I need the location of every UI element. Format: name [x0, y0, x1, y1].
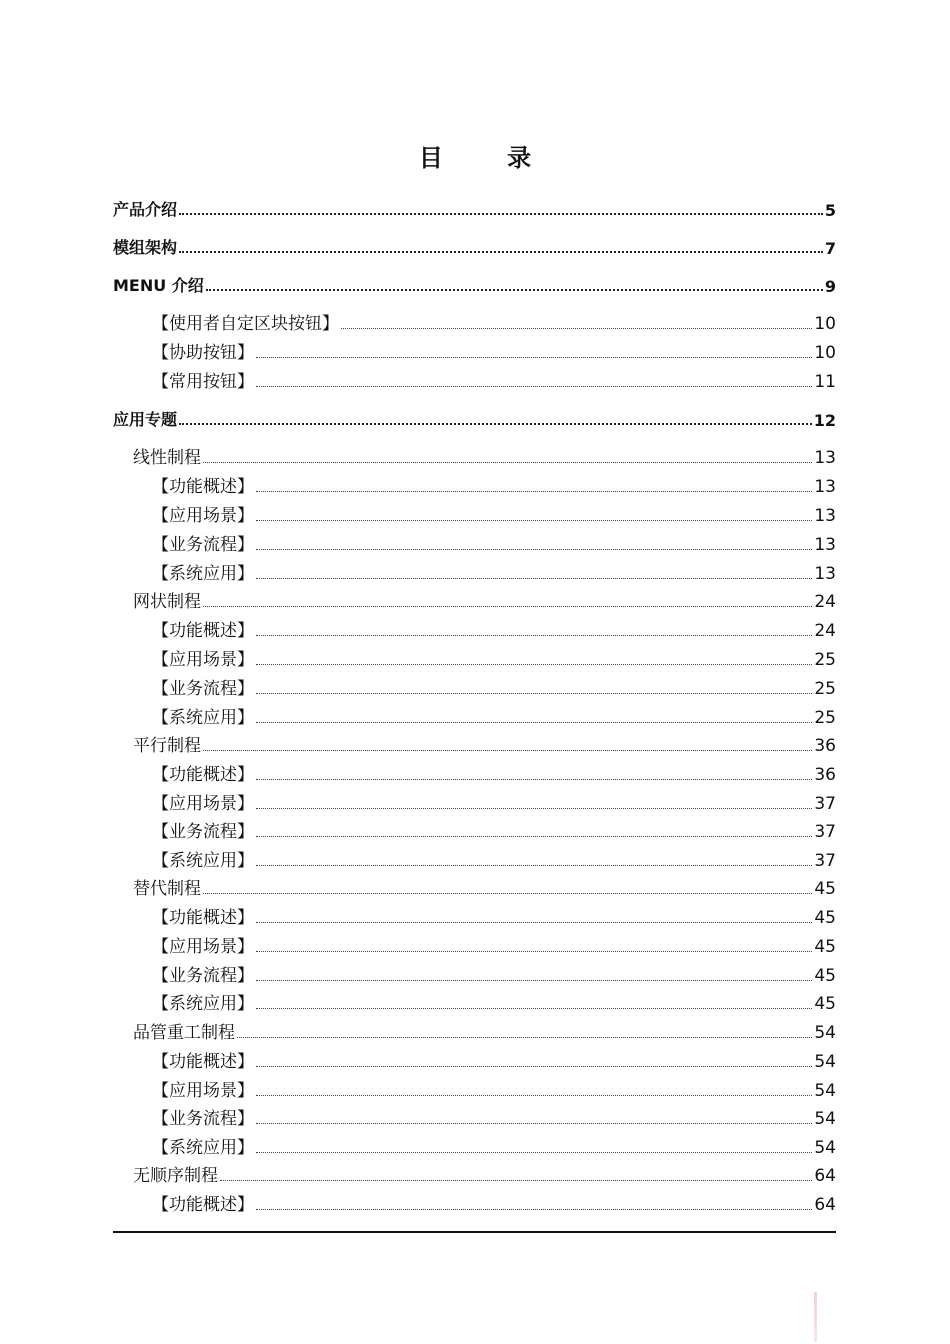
toc-entry[interactable]: [0, 473, 950, 497]
toc-dot-leader: [203, 461, 812, 463]
toc-entry-page: 36: [814, 765, 836, 785]
toc-dot-leader: [237, 1036, 812, 1038]
toc-dot-leader: [256, 778, 812, 780]
toc-dot-leader: [179, 422, 812, 425]
toc-entry-title: 【常用按钮】: [152, 372, 254, 392]
toc-entry-page: 36: [814, 736, 836, 756]
toc-entry-page: 13: [814, 477, 836, 497]
toc-dot-leader: [256, 519, 812, 521]
toc-entry[interactable]: [0, 875, 950, 899]
toc-dot-leader: [256, 807, 812, 809]
toc-entry-page: 10: [814, 343, 836, 363]
toc-entry[interactable]: [0, 406, 950, 430]
toc-entry-title: 【应用场景】: [152, 506, 254, 526]
toc-dot-leader: [220, 1179, 812, 1181]
toc-entry-page: 45: [814, 908, 836, 928]
toc-dot-leader: [203, 605, 812, 607]
toc-entry-page: 54: [814, 1023, 836, 1043]
toc-entry[interactable]: [0, 1077, 950, 1101]
toc-entry-title: 【功能概述】: [152, 765, 254, 785]
toc-entry[interactable]: [0, 790, 950, 814]
toc-entry-page: 45: [814, 879, 836, 899]
toc-entry-title: 【功能概述】: [152, 908, 254, 928]
toc-entry-title: 【业务流程】: [152, 535, 254, 555]
toc-entry-title: 【系统应用】: [152, 708, 254, 728]
page-title: 目 录: [418, 144, 560, 172]
toc-entry-title: 【功能概述】: [152, 1195, 254, 1215]
toc-entry[interactable]: [0, 1162, 950, 1186]
toc-entry[interactable]: [0, 339, 950, 363]
toc-dot-leader: [179, 250, 823, 253]
toc-entry-title: 应用专题: [113, 410, 178, 429]
toc-dot-leader: [256, 721, 812, 723]
toc-entry[interactable]: [0, 818, 950, 842]
toc-entry[interactable]: [0, 531, 950, 555]
toc-dot-leader: [256, 950, 812, 952]
toc-entry-page: 9: [824, 277, 836, 296]
toc-entry[interactable]: [0, 1048, 950, 1072]
toc-entry-page: 54: [814, 1138, 836, 1158]
toc-entry-page: 13: [814, 448, 836, 468]
toc-dot-leader: [256, 1007, 812, 1009]
toc-entry-title: 【系统应用】: [152, 851, 254, 871]
toc-dot-leader: [256, 1094, 812, 1096]
toc-dot-leader: [256, 356, 812, 358]
toc-dot-leader: [256, 1208, 812, 1210]
toc-entry-page: 45: [814, 966, 836, 986]
toc-entry[interactable]: [0, 732, 950, 756]
toc-entry[interactable]: [0, 272, 950, 296]
toc-dot-leader: [203, 892, 812, 894]
toc-entry[interactable]: [0, 444, 950, 468]
toc-entry-title: 【系统应用】: [152, 994, 254, 1014]
toc-dot-leader: [256, 663, 812, 665]
toc-entry[interactable]: [0, 234, 950, 258]
toc-entry-page: 25: [814, 708, 836, 728]
toc-dot-leader: [203, 749, 812, 751]
toc-dot-leader: [256, 385, 812, 387]
toc-entry[interactable]: [0, 990, 950, 1014]
toc-entry[interactable]: [0, 588, 950, 612]
toc-dot-leader: [256, 548, 812, 550]
toc-entry-page: 11: [814, 372, 836, 392]
toc-entry-page: 13: [814, 506, 836, 526]
toc-entry-page: 13: [814, 535, 836, 555]
toc-entry[interactable]: [0, 646, 950, 670]
toc-entry-title: 【协助按钮】: [152, 343, 254, 363]
toc-entry-title: 品管重工制程: [133, 1023, 235, 1043]
toc-entry-title: 【应用场景】: [152, 794, 254, 814]
footer-divider: [113, 1231, 836, 1233]
toc-entry-title: 【应用场景】: [152, 1081, 254, 1101]
toc-entry-title: 平行制程: [133, 736, 201, 756]
toc-dot-leader: [256, 864, 812, 866]
toc-entry[interactable]: [0, 675, 950, 699]
toc-entry-title: 【功能概述】: [152, 621, 254, 641]
toc-entry[interactable]: [0, 196, 950, 220]
toc-entry-title: 产品介绍: [113, 200, 178, 219]
toc-entry-title: 【应用场景】: [152, 650, 254, 670]
toc-dot-leader: [256, 1122, 812, 1124]
toc-dot-leader: [179, 212, 823, 215]
toc-entry-title: 【应用场景】: [152, 937, 254, 957]
toc-entry-page: 54: [814, 1052, 836, 1072]
toc-entry-title: 替代制程: [133, 879, 201, 899]
toc-entry-page: 25: [814, 650, 836, 670]
toc-entry[interactable]: [0, 847, 950, 871]
toc-entry-title: 模组架构: [113, 238, 178, 257]
toc-entry-title: 【业务流程】: [152, 679, 254, 699]
toc-entry-page: 25: [814, 679, 836, 699]
toc-entry-title: 【系统应用】: [152, 564, 254, 584]
page-edge-mark: [814, 1292, 817, 1342]
toc-entry[interactable]: [0, 904, 950, 928]
toc-entry-title: MENU 介绍: [113, 276, 204, 295]
toc-entry-page: 10: [814, 314, 836, 334]
toc-entry[interactable]: [0, 761, 950, 785]
toc-entry-title: 网状制程: [133, 592, 201, 612]
toc-entry-title: 【功能概述】: [152, 1052, 254, 1072]
toc-entry-page: 64: [814, 1195, 836, 1215]
toc-entry-page: 7: [824, 239, 836, 258]
toc-entry[interactable]: [0, 1019, 950, 1043]
toc-entry[interactable]: [0, 617, 950, 641]
toc-entry-page: 64: [814, 1166, 836, 1186]
toc-entry[interactable]: [0, 502, 950, 526]
toc-entry-page: 54: [814, 1109, 836, 1129]
toc-entry-page: 5: [824, 201, 836, 220]
toc-entry[interactable]: [0, 962, 950, 986]
toc-entry[interactable]: [0, 1191, 950, 1215]
toc-entry-page: 37: [814, 822, 836, 842]
toc-entry-page: 45: [814, 937, 836, 957]
toc-entry-title: 【使用者自定区块按钮】: [152, 314, 339, 334]
toc-entry-page: 45: [814, 994, 836, 1014]
toc-dot-leader: [256, 692, 812, 694]
toc-dot-leader: [256, 1151, 812, 1153]
toc-dot-leader: [256, 490, 812, 492]
toc-entry[interactable]: [0, 1134, 950, 1158]
toc-entry[interactable]: [0, 1105, 950, 1129]
toc-entry[interactable]: [0, 310, 950, 334]
toc-dot-leader: [256, 921, 812, 923]
toc-entry-page: 12: [813, 411, 836, 430]
toc-entry-title: 线性制程: [133, 448, 201, 468]
toc-entry[interactable]: [0, 560, 950, 584]
toc-dot-leader: [341, 327, 812, 329]
toc-entry-title: 【系统应用】: [152, 1138, 254, 1158]
toc-dot-leader: [256, 577, 812, 579]
toc-entry-title: 【业务流程】: [152, 966, 254, 986]
toc-entry[interactable]: [0, 704, 950, 728]
toc-entry-title: 【业务流程】: [152, 822, 254, 842]
toc-entry-title: 【业务流程】: [152, 1109, 254, 1129]
toc-entry[interactable]: [0, 933, 950, 957]
toc-entry-page: 54: [814, 1081, 836, 1101]
toc-entry-title: 【功能概述】: [152, 477, 254, 497]
toc-entry-page: 13: [814, 564, 836, 584]
toc-dot-leader: [256, 979, 812, 981]
toc-dot-leader: [256, 634, 812, 636]
toc-entry-title: 无顺序制程: [133, 1166, 218, 1186]
toc-entry-page: 37: [814, 794, 836, 814]
toc-dot-leader: [256, 1065, 812, 1067]
toc-dot-leader: [256, 835, 812, 837]
toc-entry-page: 24: [814, 621, 836, 641]
toc-dot-leader: [206, 288, 823, 291]
toc-entry[interactable]: [0, 368, 950, 392]
toc-entry-page: 24: [814, 592, 836, 612]
toc-entry-page: 37: [814, 851, 836, 871]
